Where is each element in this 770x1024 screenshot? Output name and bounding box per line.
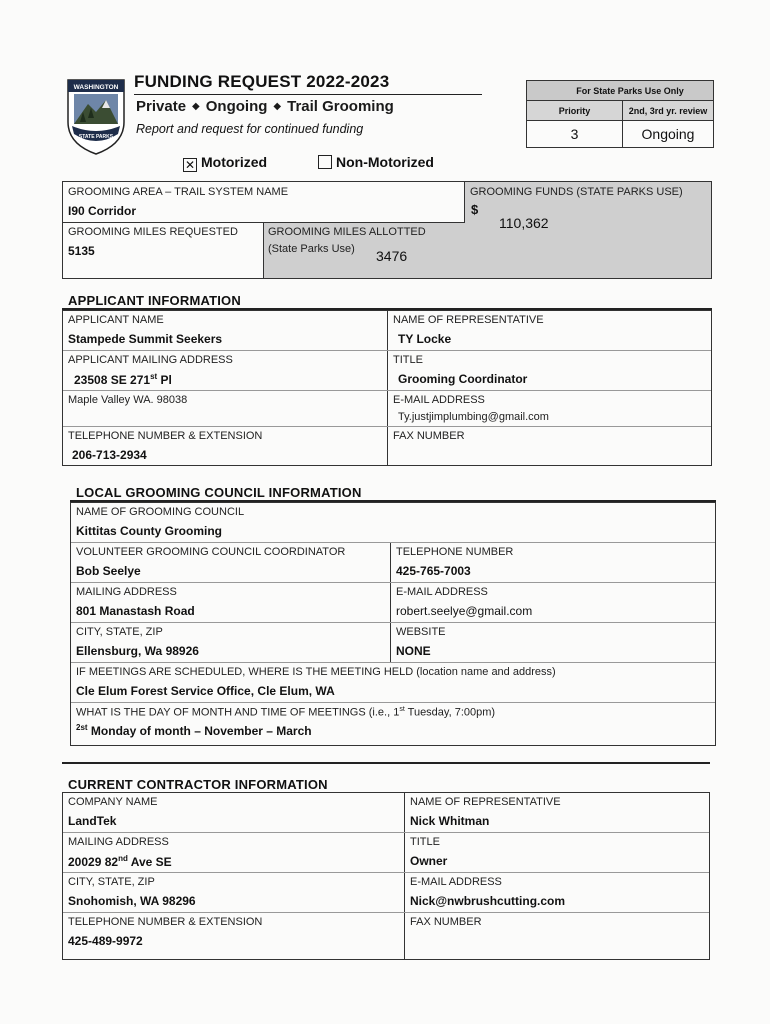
title-underline <box>134 94 482 95</box>
contractor-table <box>62 792 710 960</box>
state-parks-use-heading: For State Parks Use Only <box>527 81 713 101</box>
grooming-area-value[interactable]: I90 Corridor <box>68 204 137 218</box>
state-parks-use-box <box>526 80 714 148</box>
priority-value[interactable]: 3 <box>527 121 623 147</box>
motorized-option[interactable] <box>183 154 267 172</box>
contractor-rep-label: NAME OF REPRESENTATIVE <box>410 796 561 808</box>
non-motorized-option[interactable] <box>318 154 434 170</box>
representative-label: NAME OF REPRESENTATIVE <box>393 314 544 326</box>
contractor-email-value[interactable]: Nick@nwbrushcutting.com <box>410 894 566 908</box>
contractor-title-label: TITLE <box>410 836 440 848</box>
city-state-zip-value[interactable]: Maple Valley WA. 98038 <box>68 394 188 406</box>
miles-requested-value[interactable]: 5135 <box>68 244 95 258</box>
grooming-area-section <box>62 181 712 279</box>
form-tagline: Report and request for continued funding <box>136 122 364 136</box>
form-subtitle: Private ◆ Ongoing ◆ Trail Grooming <box>136 98 394 115</box>
contractor-email-label: E-MAIL ADDRESS <box>410 876 502 888</box>
miles-allotted-sublabel: (State Parks Use) <box>268 243 355 255</box>
contractor-fax-label: FAX NUMBER <box>410 916 482 928</box>
non-motorized-checkbox[interactable] <box>318 155 332 169</box>
coordinator-value[interactable]: Bob Seelye <box>76 564 141 578</box>
grooming-funds-label: GROOMING FUNDS (STATE PARKS USE) <box>470 186 683 198</box>
contractor-rep-value[interactable]: Nick Whitman <box>410 814 490 828</box>
coordinator-label: VOLUNTEER GROOMING COUNCIL COORDINATOR <box>76 546 346 558</box>
email-label: E-MAIL ADDRESS <box>393 394 485 406</box>
contractor-city-label: CITY, STATE, ZIP <box>68 876 155 888</box>
motorized-checkbox[interactable]: ✕ <box>184 158 196 172</box>
applicant-section-title: APPLICANT INFORMATION <box>68 293 241 308</box>
council-name-label: NAME OF GROOMING COUNCIL <box>76 506 245 518</box>
grooming-funds-cell <box>465 182 711 278</box>
council-phone-label: TELEPHONE NUMBER <box>396 546 514 558</box>
website-label: WEBSITE <box>396 626 446 638</box>
dollar-sign: $ <box>471 202 479 217</box>
diamond-icon: ◆ <box>273 101 282 112</box>
diamond-icon: ◆ <box>192 101 200 112</box>
council-mail-label: MAILING ADDRESS <box>76 586 177 598</box>
representative-value[interactable]: TY Locke <box>398 332 452 346</box>
meeting-day-label: WHAT IS THE DAY OF MONTH AND TIME OF MEETINGS (i.e., 1st Tuesday, 7:00pm) <box>76 706 496 719</box>
grooming-funds-value[interactable]: 110,362 <box>499 215 549 231</box>
telephone-label: TELEPHONE NUMBER & EXTENSION <box>68 430 263 442</box>
council-table <box>70 502 716 746</box>
email-value[interactable]: Ty.justjimplumbing@gmail.com <box>398 411 549 423</box>
mailing-address-value[interactable]: 23508 SE 271st Pl <box>74 372 172 387</box>
contractor-phone-value[interactable]: 425-489-9972 <box>68 934 143 948</box>
telephone-value[interactable]: 206-713-2934 <box>72 448 147 462</box>
council-city-value[interactable]: Ellensburg, Wa 98926 <box>76 644 199 658</box>
applicant-table <box>62 310 712 466</box>
miles-allotted-value[interactable]: 3476 <box>376 248 408 264</box>
applicant-name-label: APPLICANT NAME <box>68 314 164 326</box>
applicant-name-value[interactable]: Stampede Summit Seekers <box>68 332 223 346</box>
council-email-value[interactable]: robert.seelye@gmail.com <box>396 604 533 618</box>
motorized-label: Motorized <box>201 154 268 170</box>
council-phone-value[interactable]: 425-765-7003 <box>396 564 471 578</box>
svg-text:STATE PARKS: STATE PARKS <box>78 134 114 140</box>
svg-text:WASHINGTON: WASHINGTON <box>73 84 119 91</box>
grooming-area-label: GROOMING AREA – TRAIL SYSTEM NAME <box>68 186 289 198</box>
miles-requested-label: GROOMING MILES REQUESTED <box>68 226 238 238</box>
website-value[interactable]: NONE <box>396 644 431 658</box>
council-section-title: LOCAL GROOMING COUNCIL INFORMATION <box>76 485 362 500</box>
meeting-day-value[interactable]: $^{2st}$ Monday of month – November – March <box>76 722 312 738</box>
review-header: 2nd, 3rd yr. review <box>628 106 708 116</box>
company-name-value[interactable]: LandTek <box>68 814 117 828</box>
meeting-location-value[interactable]: Cle Elum Forest Service Office, Cle Elum, WA <box>76 684 335 698</box>
section-rule <box>62 762 710 764</box>
council-mail-value[interactable]: 801 Manastash Road <box>76 604 195 618</box>
state-parks-seal-logo <box>66 78 126 156</box>
council-city-label: CITY, STATE, ZIP <box>76 626 163 638</box>
company-name-label: COMPANY NAME <box>68 796 158 808</box>
mailing-address-label: APPLICANT MAILING ADDRESS <box>68 354 233 366</box>
miles-allotted-label: GROOMING MILES ALLOTTED <box>268 226 426 238</box>
title-label: TITLE <box>393 354 423 366</box>
review-value[interactable]: Ongoing <box>641 126 695 142</box>
priority-header: Priority <box>527 101 623 120</box>
contractor-title-value[interactable]: Owner <box>410 854 448 868</box>
contractor-mail-label: MAILING ADDRESS <box>68 836 169 848</box>
form-title: FUNDING REQUEST 2022-2023 <box>134 72 390 91</box>
contractor-mail-value[interactable]: 20029 82nd Ave SE <box>68 854 172 869</box>
title-value[interactable]: Grooming Coordinator <box>398 372 528 386</box>
contractor-phone-label: TELEPHONE NUMBER & EXTENSION <box>68 916 263 928</box>
miles-allotted-cell <box>263 223 465 278</box>
non-motorized-label: Non-Motorized <box>336 154 434 170</box>
council-name-value[interactable]: Kittitas County Grooming <box>76 524 222 538</box>
meeting-location-label: IF MEETINGS ARE SCHEDULED, WHERE IS THE MEETING HELD (location name and address) <box>76 666 556 678</box>
council-email-label: E-MAIL ADDRESS <box>396 586 488 598</box>
contractor-city-value[interactable]: Snohomish, WA 98296 <box>68 894 196 908</box>
contractor-section-title: CURRENT CONTRACTOR INFORMATION <box>68 777 328 792</box>
fax-label: FAX NUMBER <box>393 430 465 442</box>
